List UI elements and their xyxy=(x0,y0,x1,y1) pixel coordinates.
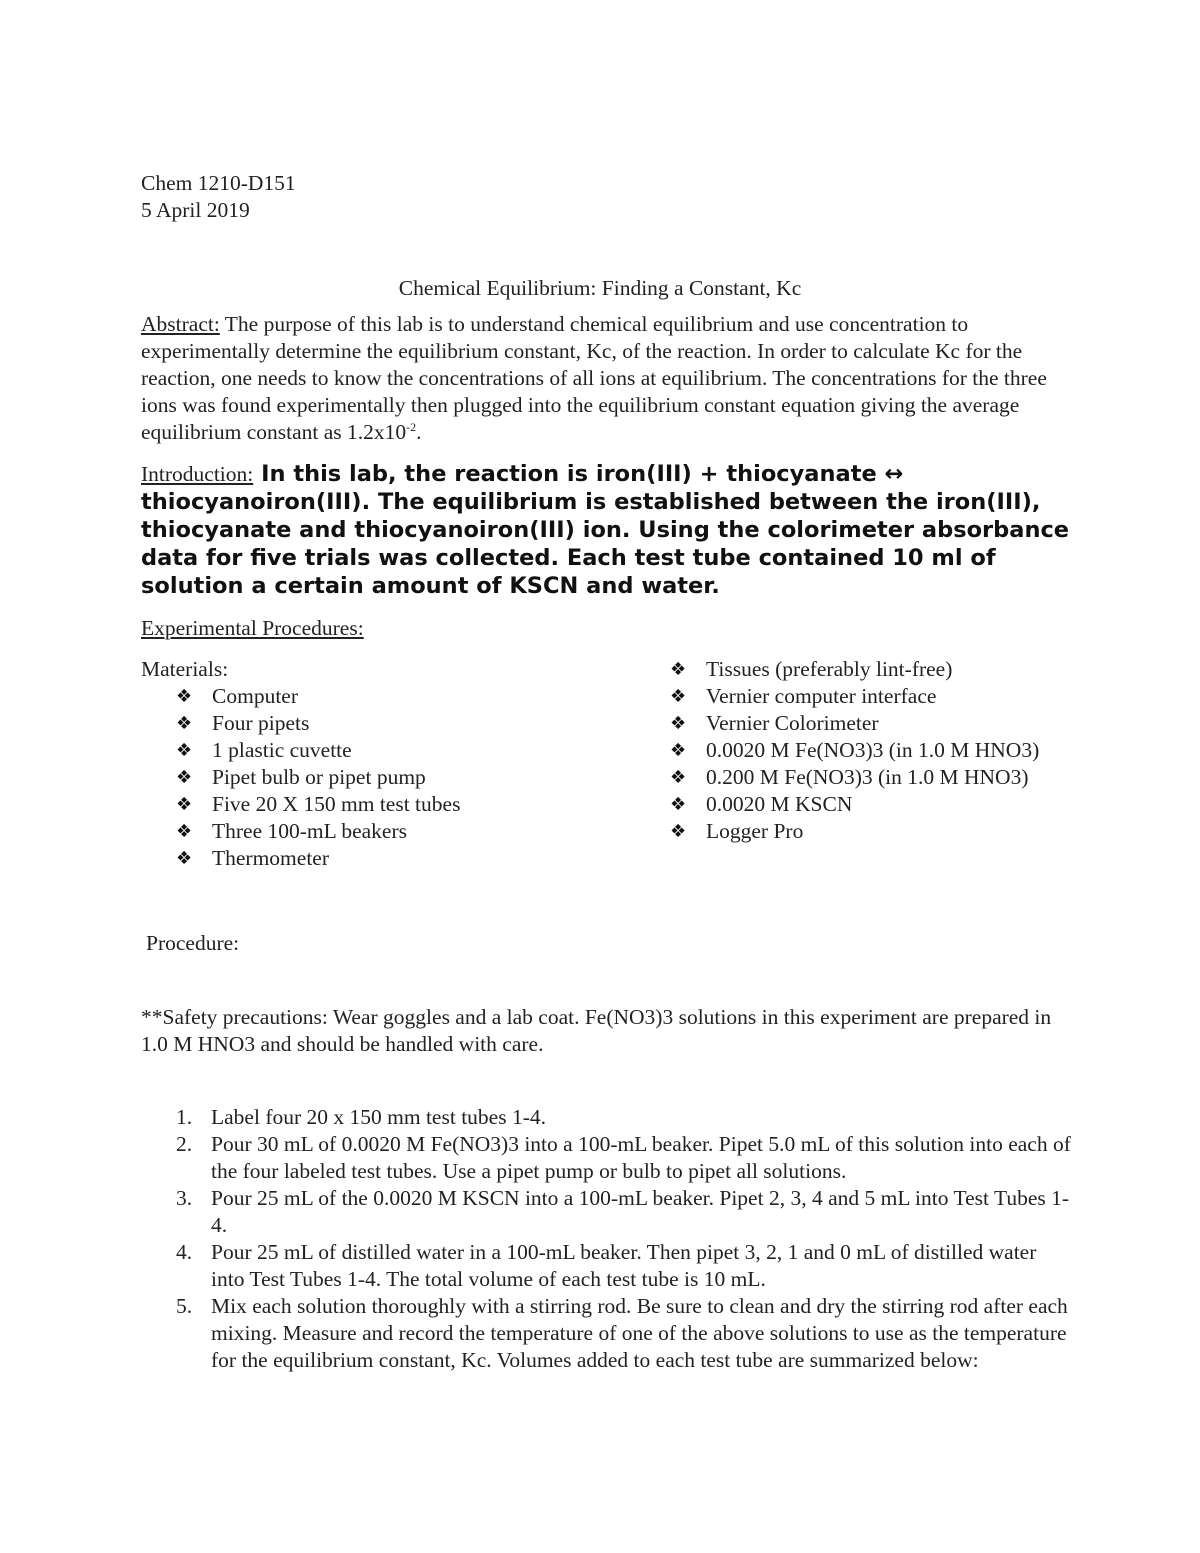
material-item xyxy=(670,710,1080,737)
material-item xyxy=(670,791,1080,818)
material-text: 0.0020 M KSCN xyxy=(706,792,853,816)
material-item xyxy=(670,737,1080,764)
step-number: 2. xyxy=(176,1132,193,1156)
step-number: 5. xyxy=(176,1294,193,1318)
procedure-step xyxy=(176,1239,1071,1293)
material-text: Vernier computer interface xyxy=(706,684,937,708)
diamond-bullet-icon: ❖ xyxy=(176,713,193,734)
step-text: Pour 30 mL of 0.0020 M Fe(NO3)3 into a 100-mL beaker. Pipet 5.0 mL of this solution into each of the four labeled test tubes. Use a pipet pump or bulb to pipet all solutions. xyxy=(211,1132,1071,1183)
material-text: Logger Pro xyxy=(706,819,804,843)
procedure-step xyxy=(176,1104,1071,1131)
material-text: Vernier Colorimeter xyxy=(706,711,879,735)
material-text: 1 plastic cuvette xyxy=(212,738,352,762)
material-text: Thermometer xyxy=(212,846,330,870)
material-item xyxy=(176,791,576,818)
step-text: Pour 25 mL of distilled water in a 100-mL beaker. Then pipet 3, 2, 1 and 0 mL of distilled water into Test Tubes 1-4. The total volume of each test tube is 10 mL. xyxy=(211,1240,1037,1291)
procedure-step xyxy=(176,1293,1071,1374)
step-text: Pour 25 mL of the 0.0020 M KSCN into a 100-mL beaker. Pipet 2, 3, 4 and 5 mL into Test Tubes 1-4. xyxy=(211,1186,1070,1237)
materials-list-left xyxy=(176,683,576,872)
abstract-paragraph xyxy=(141,311,1081,446)
material-item xyxy=(176,710,576,737)
material-item xyxy=(176,818,576,845)
material-item xyxy=(176,683,576,710)
diamond-bullet-icon: ❖ xyxy=(176,686,193,707)
diamond-bullet-icon: ❖ xyxy=(176,794,193,815)
experimental-procedures-heading: Experimental Procedures: xyxy=(141,616,364,640)
material-item xyxy=(670,683,1080,710)
introduction-text: In this lab, the reaction is iron(III) + thiocyanate ↔ thiocyanoiron(III). The equilibrium is established between the iron(III), thiocyanate and thiocyanoiron(III) ion. Using the colorimeter absorbance data for five trials was collected. Each test tube contained 10 ml of solution a certain amount of KSCN and water. xyxy=(141,461,1070,599)
procedure-label: Procedure: xyxy=(146,931,240,955)
diamond-bullet-icon: ❖ xyxy=(670,794,687,815)
diamond-bullet-icon: ❖ xyxy=(176,848,193,869)
material-text: 0.200 M Fe(NO3)3 (in 1.0 M HNO3) xyxy=(706,765,1029,789)
procedure-step xyxy=(176,1131,1071,1185)
diamond-bullet-icon: ❖ xyxy=(176,821,193,842)
material-text: Three 100-mL beakers xyxy=(212,819,408,843)
procedure-steps xyxy=(176,1104,1071,1374)
material-text: Five 20 X 150 mm test tubes xyxy=(212,792,461,816)
abstract-exponent: -2 xyxy=(406,419,417,434)
material-text: 0.0020 M Fe(NO3)3 (in 1.0 M HNO3) xyxy=(706,738,1040,762)
diamond-bullet-icon: ❖ xyxy=(670,713,687,734)
abstract-text: The purpose of this lab is to understand chemical equilibrium and use concentration to experimentally determine the equilibrium constant, Kc, of the reaction. In order to calculate Kc for the reaction, one needs to know the concentrations of all ions at equilibrium. The concentrations for the three ions was found experimentally then plugged into the equilibrium constant equation giving the average equilibrium constant as 1.2x10 xyxy=(141,312,1047,444)
diamond-bullet-icon: ❖ xyxy=(176,740,193,761)
material-item xyxy=(176,845,576,872)
material-text: Computer xyxy=(212,684,298,708)
date-line: 5 April 2019 xyxy=(141,198,250,222)
material-item xyxy=(670,764,1080,791)
abstract-label: Abstract: xyxy=(141,312,220,336)
material-text: Pipet bulb or pipet pump xyxy=(212,765,426,789)
step-text: Label four 20 x 150 mm test tubes 1-4. xyxy=(211,1105,546,1129)
material-text: Tissues (preferably lint-free) xyxy=(706,657,953,681)
diamond-bullet-icon: ❖ xyxy=(670,686,687,707)
document-title: Chemical Equilibrium: Finding a Constant, Kc xyxy=(398,276,802,300)
introduction-paragraph xyxy=(141,460,1081,600)
introduction-label: Introduction: xyxy=(141,462,254,486)
diamond-bullet-icon: ❖ xyxy=(670,821,687,842)
materials-list-right xyxy=(670,656,1080,845)
safety-precautions: **Safety precautions: Wear goggles and a lab coat. Fe(NO3)3 solutions in this experiment are prepared in 1.0 M HNO3 and should be handled with care. xyxy=(141,1005,1052,1056)
diamond-bullet-icon: ❖ xyxy=(176,767,193,788)
step-number: 4. xyxy=(176,1240,193,1264)
material-item xyxy=(670,656,1080,683)
materials-label: Materials: xyxy=(141,657,229,681)
material-text: Four pipets xyxy=(212,711,310,735)
diamond-bullet-icon: ❖ xyxy=(670,767,687,788)
material-item xyxy=(176,764,576,791)
procedure-step xyxy=(176,1185,1071,1239)
course-line: Chem 1210-D151 xyxy=(141,171,296,195)
diamond-bullet-icon: ❖ xyxy=(670,740,687,761)
material-item xyxy=(176,737,576,764)
step-text: Mix each solution thoroughly with a stirring rod. Be sure to clean and dry the stirring rod after each mixing. Measure and record the temperature of one of the above solutions to use as the temperature for the equilibrium constant, Kc. Volumes added to each test tube are summarized below: xyxy=(211,1294,1068,1372)
abstract-end: . xyxy=(416,420,422,444)
step-number: 1. xyxy=(176,1105,193,1129)
diamond-bullet-icon: ❖ xyxy=(670,659,687,680)
step-number: 3. xyxy=(176,1186,193,1210)
material-item xyxy=(670,818,1080,845)
